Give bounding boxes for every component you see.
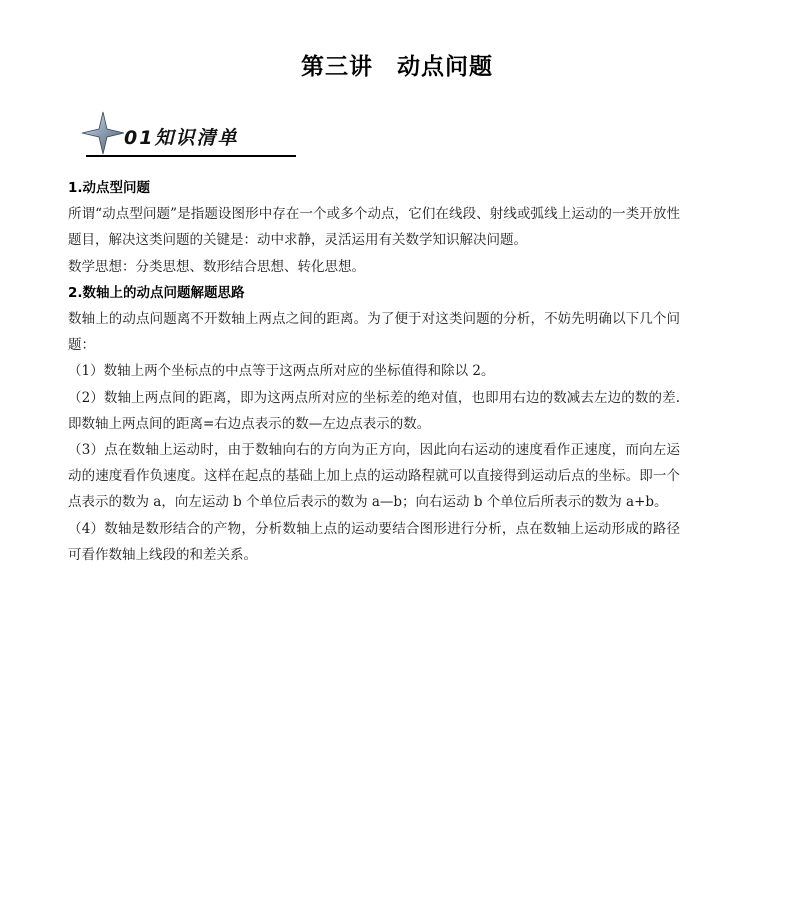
section-heading: 1.动点型问题: [68, 180, 151, 196]
page-title: 第三讲 动点问题: [301, 54, 493, 80]
list-item: （3）点在数轴上运动时，由于数轴向右的方向为正方向，因此向右运动的速度看作正速度，而向左运动的速度看作负速度。这样在起点的基础上加上点的运动路程就可以直接得到运动后点的坐标。即一个点表示的数为 a，向左运动 b 个单位后表示的数为 a—b；向右运动 b 个单位后所表示的数为 a+b。: [68, 442, 680, 511]
list-item: （1）数轴上两个坐标点的中点等于这两点所对应的坐标值得和除以 2。: [68, 363, 495, 380]
list-item: （2）数轴上两点间的距离，即为这两点所对应的坐标差的绝对值，也即用右边的数减去左边的数的差.即数轴上两点间的距离=右边点表示的数—左边点表示的数。: [68, 389, 680, 432]
four-point-star-icon: [80, 110, 126, 156]
banner-underline: [86, 155, 296, 157]
section-heading: 2.数轴上的动点问题解题思路: [68, 284, 245, 301]
paragraph: 所谓“动点型问题”是指题设图形中存在一个或多个动点，它们在线段、射线或弧线上运动的一类开放性题目，解决这类问题的关键是：动中求静，灵活运用有关数学知识解决问题。: [68, 206, 680, 249]
paragraph: 数轴上的动点问题离不开数轴上两点之间的距离。为了便于对这类问题的分析，不妨先明确以下几个问题：: [68, 311, 680, 354]
content-body: [68, 175, 680, 568]
banner-label: 01知识清单: [124, 127, 239, 149]
section-banner: [80, 110, 300, 162]
list-item: （4）数轴是数形结合的产物，分析数轴上点的运动要结合图形进行分析，点在数轴上运动形成的路径可看作数轴上线段的和差关系。: [68, 520, 680, 563]
paragraph: 数学思想：分类思想、数形结合思想、转化思想。: [68, 258, 365, 275]
